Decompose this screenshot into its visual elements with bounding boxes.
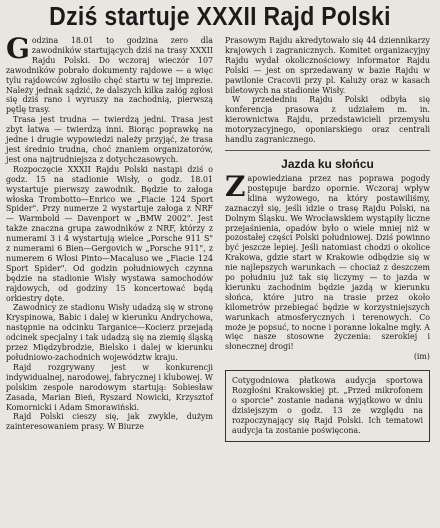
paragraph-3: Rozpoczęcie XXXII Rajdu Polski nastąpi dziś o godz. 15 na stadionie Wisły, o godz. 18.01 wystartuje pierwszy zawodnik. Będzie to załoga włoska Trombotto—Enrico we „Fiacie 124 Sport Spider". Przy numerze 2 wystartuje załoga z NRF — Warmbold — Davenport w „BMW 2002". Jest także znaczna grupa zawodników z NRF, którzy z numerami 3 i 4 wystartują wielce „Porsche 911 S" z numerami 6 Bien—Gergovich w „Porsche 911", z numerem 6 Włosi Pinto—Macaluso we „Fiacie 124 Sport Spider". Od godzin południowych czynna będzie na stadionie Wisły wystawa samochodów rajdowych, od godziny 15 koncertować będą orkiestry dęte. — [6, 164, 213, 303]
paragraph-6: Rajd Polski cieszy się, jak zwykle, dużym zainteresowaniem prasy. W Biurze — [6, 412, 213, 432]
paragraph-1: Godzina 18.01 to godzina zero dla zawodników startujących dziś na trasy XXXII Rajdu Polski. Do wczoraj wieczór 107 zawodników pobrało dokumenty rajdowe — a więc tylu rajdowców zgłosiło chęć startu w tej imprezie. Należy jednak sądzić, że dalszych kilka załóg zgłosi się dziś rano i wyruszy na zachodnią, pierwszą pętlę trasy. — [6, 32, 213, 115]
paragraph-2: Trasa jest trudna — twierdzą jedni. Trasa jest zbyt łatwa — twierdzą inni. Biorąc poprawkę na jedne i drugie wypowiedzi należy przyjąć, że trasa jest średnio trudna, choć znaniem organizatorów, jest ona najtrudniejsza z dotychczasowych. — [6, 115, 213, 164]
paragraph-5: Rajd rozgrywany jest w konkurencji indywidualnej, narodowej, fabrycznej i klubowej. W polskim zespole narodowym startują: Sobiesław Zasada, Marian Bień, Ryszard Nowicki, Krzysztof Komornicki i Adam Smorawiński. — [6, 362, 213, 412]
radio-notice-text: Cotygodniowa płatkowa audycja sportowa Rozgłośni Krakowskiej pt. „Przed mikrofonem o sporcie" zostanie nadana wyjątkowo w dniu dzisiejszym o godz. 13 ze względu na rozpoczynający się Rajd Polski. Ich tematowi audycja ta zostanie poświęcona. — [232, 376, 423, 435]
divider — [225, 150, 430, 151]
paragraph-4: Zawodnicy ze stadionu Wisły udadzą się w stronę Kryspinowa, Babic i dalej w kierunku Andrychowa, następnie na odcinku Targanice—Kocierz przejadą odcinek specjalny i tak udadzą się na ziemię śląską przez Międzybrodzie, Bielsko i dalej w kierunku południowo-zachodnich województw kraju. — [6, 303, 213, 362]
subheading: Jazda ku słońcu — [281, 156, 374, 171]
signature: (im) — [413, 352, 430, 362]
weather-paragraph: Zapowiedziana przez nas poprawa pogody postępuje bardzo opornie. Wczoraj wpływ klina wyżowego, na który postawiliśmy, zaznaczył się, jeśli idzie o trasę Rajdu Polski, na Dolnym Śląsku. We Wrocławskiem wystąpiły liczne przejaśnienia, opadów było o wiele mniej niż w pozostałej części Polski południowej. Dziś powinno być jeszcze lepiej. Jeśli natomiast chodzi o okolice Krakowa, gdzie start w Krakowie odbędzie się w nie najlepszych warunkach — chociaż z deszczem po południu już tak się liczymy — to jazda w kierunku zachodnim będzie jazdą w kierunku słońca, które jutro na trasie przez około kilometrów przebiegać będzie w korzystniejszych warunkach atmosferycznych i terenowych. Co może je popsuć, to nocne i poranne lokalne mgły. A więc nasze stosowne życzenia: szerokiej i słonecznej drogi! — [225, 169, 430, 352]
left-column — [6, 32, 213, 432]
headline: Dziś startuje XXXII Rajd Polski — [49, 1, 391, 31]
paragraph-conference: W przededniu Rajdu Polski odbyła się konferencja prasowa z udziałem m. in. kierownictwa Rajdu, przedstawicieli przemysłu motoryzacyjnego, oponiarskiego oraz centrali handlu zagranicznego. — [225, 95, 430, 145]
radio-notice-box — [225, 370, 430, 441]
paragraph-continued: Prasowym Rajdu akredytowało się 44 dziennikarzy krajowych i zagranicznych. Komitet organizacyjny Rajdu wydał okolicznościowy informator Rajdu Polski — jest on sprzedawany w bazie Rajdu w pawilonie Cracovii przy pl. Kaluży oraz w kasach biletowych na stadionie Wisły. — [225, 36, 430, 95]
drop-cap-z: Z — [225, 169, 246, 203]
drop-cap: G — [6, 32, 30, 65]
right-column — [225, 36, 430, 442]
